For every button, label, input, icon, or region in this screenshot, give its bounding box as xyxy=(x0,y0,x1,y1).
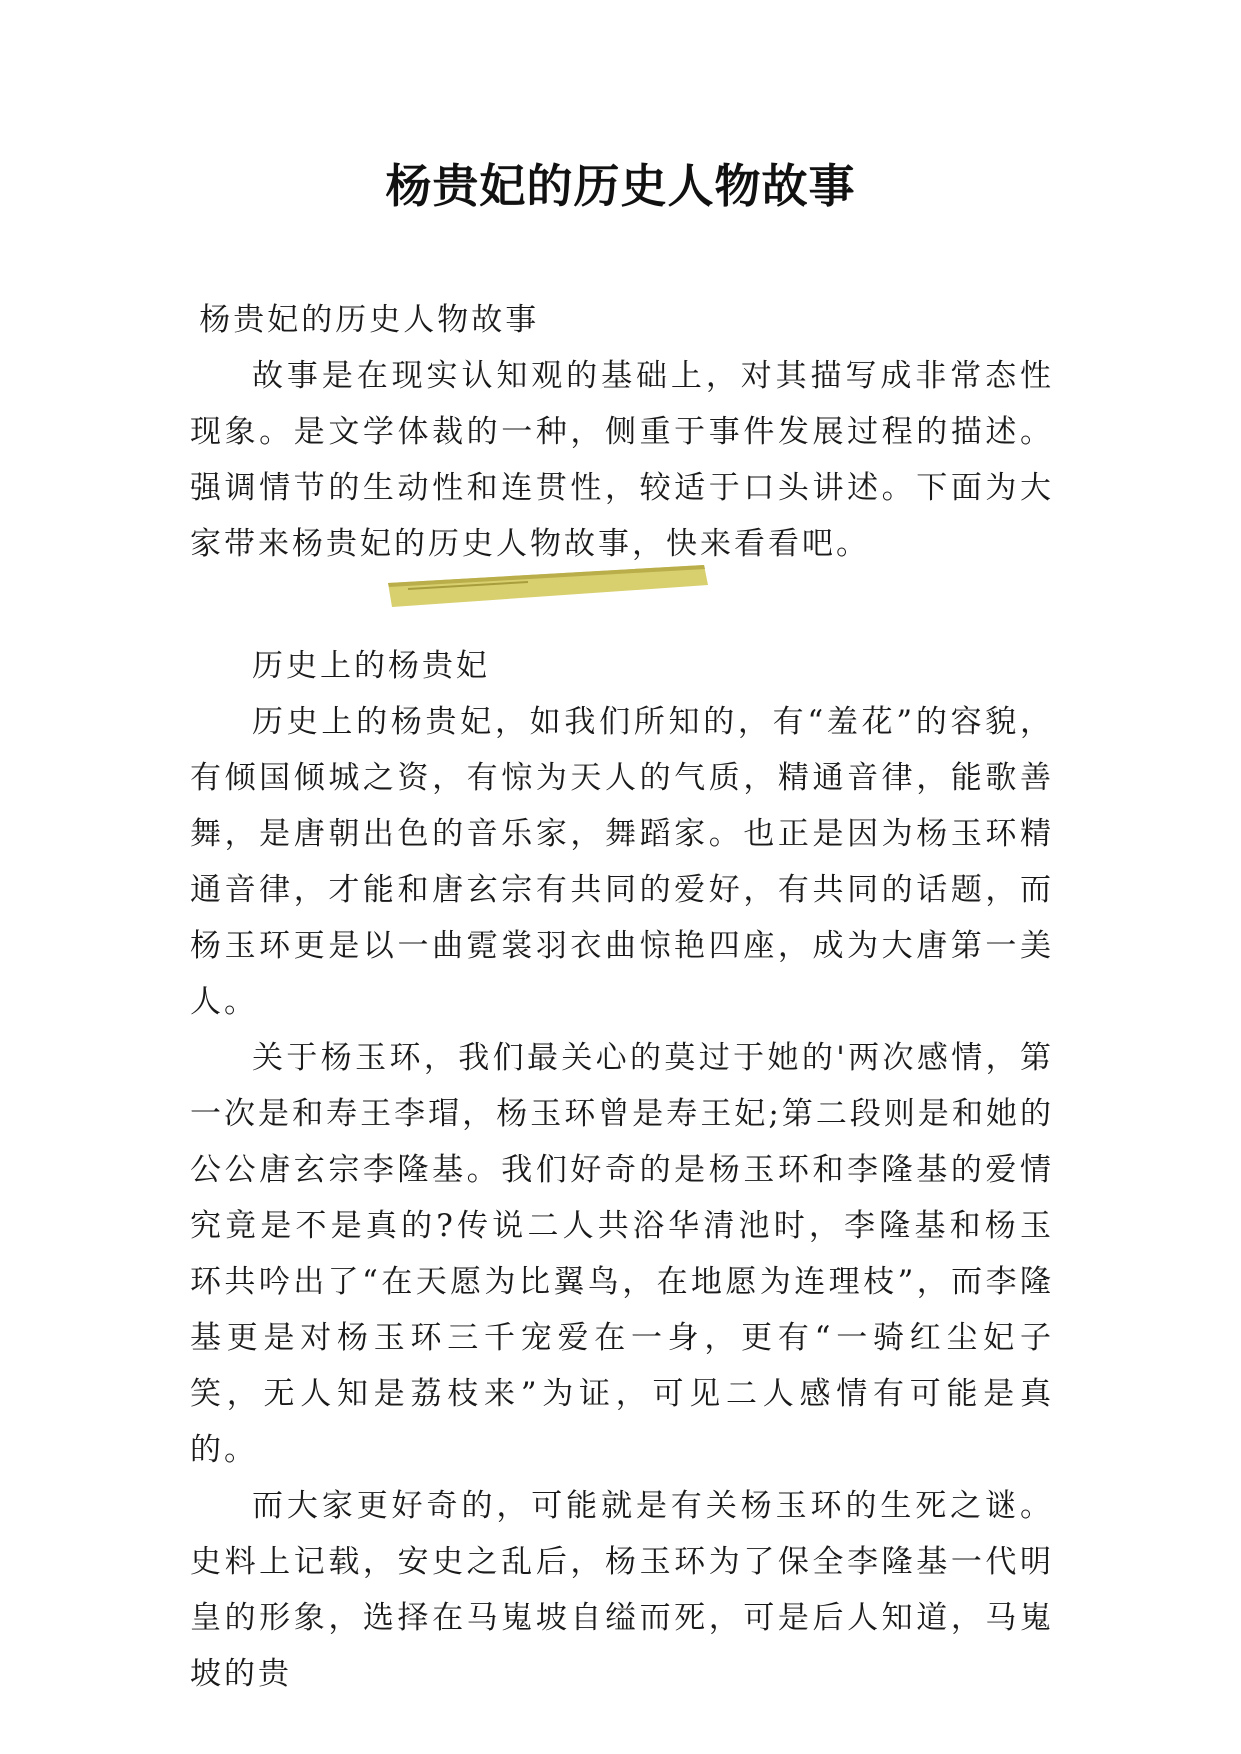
page-title: 杨贵妃的历史人物故事 xyxy=(385,159,856,213)
book-cover-image xyxy=(388,565,708,607)
book-cover-graphic xyxy=(388,565,708,607)
section-block xyxy=(190,638,1054,1702)
section-heading: 历史上的杨贵妃 xyxy=(252,648,490,684)
intro-block xyxy=(190,292,1054,572)
intro-heading: 杨贵妃的历史人物故事 xyxy=(199,302,540,338)
section-paragraph: 而大家更好奇的，可能就是有关杨玉环的生死之谜。史料上记载，安史之乱后，杨玉环为了保全李隆基一代明皇的形象，选择在马嵬坡自缢而死，可是后人知道，马嵬坡的贵 xyxy=(190,1488,1054,1692)
section-paragraph: 关于杨玉环，我们最关心的莫过于她的'两次感情，第一次是和寿王李瑁，杨玉环曾是寿王妃;第二段则是和她的公公唐玄宗李隆基。我们好奇的是杨玉环和李隆基的爱情究竟是不是真的?传说二人共浴华清池时，李隆基和杨玉环共吟出了“在天愿为比翼鸟，在地愿为连理枝”，而李隆基更是对杨玉环三千宠爱在一身，更有“一骑红尘妃子笑，无人知是荔枝来”为证，可见二人感情有可能是真的。 xyxy=(190,1040,1054,1468)
intro-paragraph: 故事是在现实认知观的基础上，对其描写成非常态性现象。是文学体裁的一种，侧重于事件发展过程的描述。强调情节的生动性和连贯性，较适于口头讲述。下面为大家带来杨贵妃的历史人物故事，快来看看吧。 xyxy=(190,358,1054,562)
section-paragraph: 历史上的杨贵妃，如我们所知的，有“羞花”的容貌，有倾国倾城之资，有惊为天人的气质，精通音律，能歌善舞，是唐朝出色的音乐家，舞蹈家。也正是因为杨玉环精通音律，才能和唐玄宗有共同的爱好，有共同的话题，而杨玉环更是以一曲霓裳羽衣曲惊艳四座，成为大唐第一美人。 xyxy=(190,704,1054,1020)
